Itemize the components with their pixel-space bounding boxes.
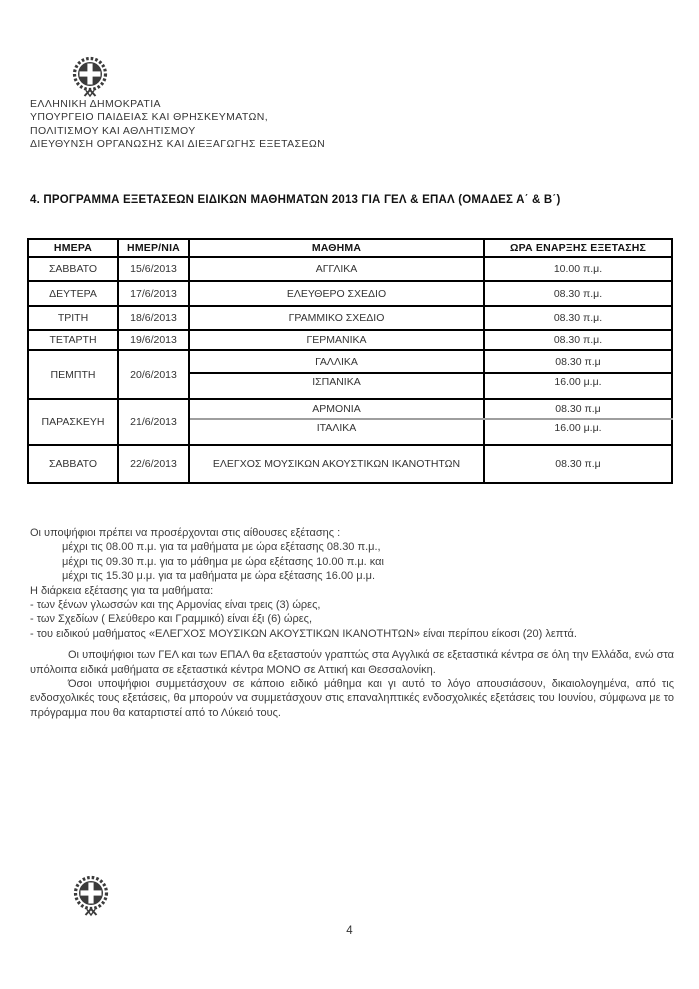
cell-date: 17/6/2013 <box>118 281 189 306</box>
cell-time: 08.30 π.μ <box>484 399 672 419</box>
page-number: 4 <box>346 925 353 937</box>
cell-day: ΣΑΒΒΑΤΟ <box>28 257 118 281</box>
table-row <box>28 330 672 350</box>
cell-time: 10.00 π.μ. <box>484 257 672 281</box>
note-arrival-item: μέχρι τις 08.00 π.μ. για τα μαθήματα με ώρα εξέτασης 08.30 π.μ., <box>62 541 381 554</box>
table-row <box>28 399 672 419</box>
cell-subject: ΙΤΑΛΙΚΑ <box>189 419 484 445</box>
notes-section <box>30 526 674 720</box>
cell-subject: ΑΡΜΟΝΙΑ <box>189 399 484 419</box>
table-row <box>28 445 672 483</box>
cell-date: 19/6/2013 <box>118 330 189 350</box>
paragraph-absence-policy: Όσοι υποψήφιοι συμμετάσχουν σε κάποιο ειδικό μάθημα και γι αυτό το λόγο απουσιάσουν, δικαιολογημένα, από τις ενδοσχολικές τους εξετάσεις, θα μπορούν να συμμετάσχουν στις επαναληπτικές ενδοσχολικές εξετάσεις του Ιουνίου, σύμφωνα με το πρόγραμμα που θα καταρτιστεί από το Λύκειό τους. <box>30 678 674 719</box>
table-row <box>28 281 672 306</box>
table-row <box>28 257 672 281</box>
table-row <box>28 350 672 373</box>
note-arrival-item: μέχρι τις 15.30 μ.μ. για τα μαθήματα με ώρα εξέτασης 16.00 μ.μ. <box>62 570 376 583</box>
letterhead-line-ministry2: ΠΟΛΙΤΙΣΜΟΥ ΚΑΙ ΑΘΛΗΤΙΣΜΟΥ <box>30 124 196 137</box>
cell-time: 08.30 π.μ <box>484 350 672 373</box>
cell-time: 08.30 π.μ <box>484 445 672 483</box>
letterhead-line-republic: ΕΛΛΗΝΙΚΗ ΔΗΜΟΚΡΑΤΙΑ <box>30 98 161 110</box>
cell-date: 22/6/2013 <box>118 445 189 483</box>
note-duration-item: - των ξένων γλωσσών και της Αρμονίας είναι τρεις (3) ώρες, <box>30 599 321 612</box>
cell-time: 16.00 μ.μ. <box>484 419 672 445</box>
exam-schedule-table <box>27 238 673 484</box>
cell-day: ΠΑΡΑΣΚΕΥΗ <box>28 399 118 445</box>
note-arrival-intro: Οι υποψήφιοι πρέπει να προσέρχονται στις αίθουσες εξέτασης : <box>30 527 341 539</box>
note-duration-item: - των Σχεδίων ( Ελεύθερο και Γραμμικό) είναι έξι (6) ώρες, <box>30 613 313 626</box>
cell-subject: ΑΓΓΛΙΚΑ <box>189 257 484 281</box>
cell-subject: ΓΡΑΜΜΙΚΟ ΣΧΕΔΙΟ <box>189 306 484 330</box>
cell-date: 21/6/2013 <box>118 399 189 445</box>
table-header-row <box>28 239 672 257</box>
greek-national-emblem-icon <box>72 874 110 925</box>
letterhead <box>30 98 325 152</box>
cell-day: ΤΡΙΤΗ <box>28 306 118 330</box>
letterhead-line-ministry: ΥΠΟΥΡΓΕΙΟ ΠΑΙΔΕΙΑΣ ΚΑΙ ΘΡΗΣΚΕΥΜΑΤΩΝ, <box>30 111 269 124</box>
cell-day: ΠΕΜΠΤΗ <box>28 350 118 399</box>
cell-subject: ΙΣΠΑΝΙΚΑ <box>189 373 484 399</box>
document-title: 4. ΠΡΟΓΡΑΜΜΑ ΕΞΕΤΑΣΕΩΝ ΕΙΔΙΚΩΝ ΜΑΘΗΜΑΤΩΝ 2013 ΓΙΑ ΓΕΛ & ΕΠΑΛ (ΟΜΑΔΕΣ Α΄ & Β΄) <box>30 194 561 206</box>
cell-subject: ΓΕΡΜΑΝΙΚΑ <box>189 330 484 350</box>
cell-time: 08.30 π.μ. <box>484 306 672 330</box>
cell-date: 15/6/2013 <box>118 257 189 281</box>
cell-time: 16.00 μ.μ. <box>484 373 672 399</box>
table-row <box>28 306 672 330</box>
cell-time: 08.30 π.μ. <box>484 281 672 306</box>
paragraph-exam-centers: Οι υποψήφιοι των ΓΕΛ και των ΕΠΑΛ θα εξεταστούν γραπτώς στα Αγγλικά σε εξεταστικά κέντρα σε όλη την Ελλάδα, ενώ στα υπόλοιπα ειδικά μαθήματα σε εξεταστικά κέντρα ΜΟΝΟ σε Αττική και Θεσσαλονίκη. <box>30 649 674 676</box>
column-header-subject: ΜΑΘΗΜΑ <box>189 239 484 257</box>
letterhead-line-directorate: ΔΙΕΥΘΥΝΣΗ ΟΡΓΑΝΩΣΗΣ ΚΑΙ ΔΙΕΞΑΓΩΓΗΣ ΕΞΕΤΑΣΕΩΝ <box>30 138 326 151</box>
note-arrival-item: μέχρι τις 09.30 π.μ. για το μάθημα με ώρα εξέτασης 10.00 π.μ. και <box>62 555 384 568</box>
cell-subject: ΕΛΕΓΧΟΣ ΜΟΥΣΙΚΩΝ ΑΚΟΥΣΤΙΚΩΝ ΙΚΑΝΟΤΗΤΩΝ <box>189 445 484 483</box>
note-duration-intro: Η διάρκεια εξέτασης για τα μαθήματα: <box>30 584 214 597</box>
cell-subject: ΕΛΕΥΘΕΡΟ ΣΧΕΔΙΟ <box>189 281 484 306</box>
cell-subject: ΓΑΛΛΙΚΑ <box>189 350 484 373</box>
column-header-date: ΗΜΕΡ/ΝΙΑ <box>118 239 189 257</box>
column-header-day: ΗΜΕΡΑ <box>28 239 118 257</box>
cell-day: ΣΑΒΒΑΤΟ <box>28 445 118 483</box>
cell-time: 08.30 π.μ. <box>484 330 672 350</box>
cell-day: ΤΕΤΑΡΤΗ <box>28 330 118 350</box>
column-header-start-time: ΩΡΑ ΕΝΑΡΞΗΣ ΕΞΕΤΑΣΗΣ <box>484 239 672 257</box>
cell-date: 18/6/2013 <box>118 306 189 330</box>
cell-date: 20/6/2013 <box>118 350 189 399</box>
note-duration-item: - του ειδικού μαθήματος «ΕΛΕΓΧΟΣ ΜΟΥΣΙΚΩΝ ΑΚΟΥΣΤΙΚΩΝ ΙΚΑΝΟΤΗΤΩΝ» είναι περίπου είκοσι (20) λεπτά. <box>30 627 577 640</box>
cell-day: ΔΕΥΤΕΡΑ <box>28 281 118 306</box>
